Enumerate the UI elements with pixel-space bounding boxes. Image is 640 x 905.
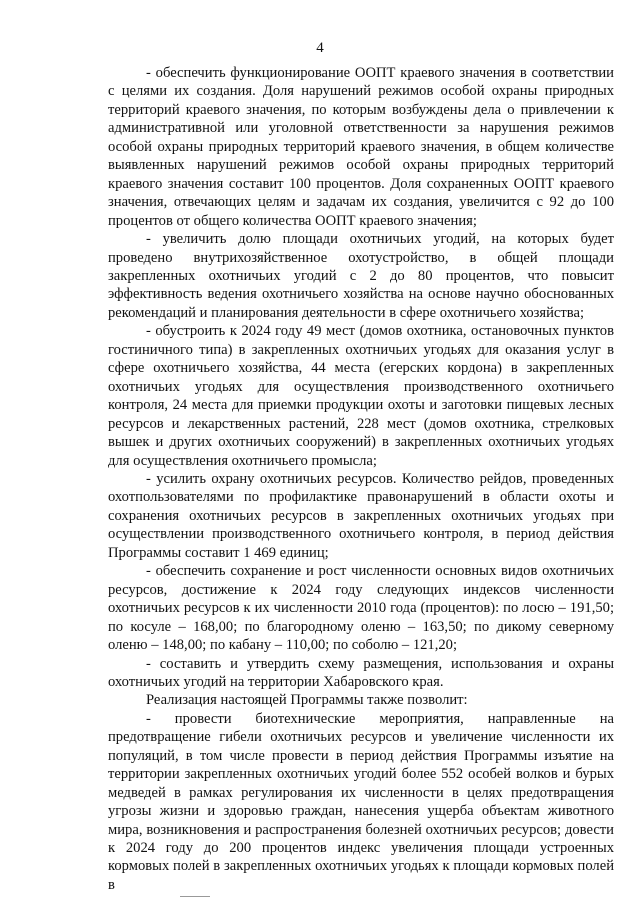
paragraph-biotechnical: - провести биотехнические мероприятия, направленные на предотвращение гибели охотничьих ресурсов и увеличение численности их популяций, в том числе провести в период действия Программы изъятие на территории закрепленных охотничьих угодий более 552 особей волков и бурых медведей в рамках регулирования их численности в целях предотвращения угрозы жизни и здоровью граждан, нанесения ущерба объектам животного мира, возникновения и распространения болезней охотничьих ресурсов; довести к 2024 году до 200 процентов индекс увеличения площади устроенных кормовых полей в закрепленных охотничьих угодьях к площади кормовых полей в [108,710,614,893]
document-body [108,64,614,894]
paragraph-scheme: - составить и утвердить схему размещения, использования и охраны охотничьих угодий на территории Хабаровского края. [108,655,614,690]
paragraph-population-indices: - обеспечить сохранение и рост численности основных видов охотничьих ресурсов, достижение к 2024 году следующих индексов численности охотничьих ресурсов к их численности 2010 года (процентов): по лосю – 191,50; по косуле – 168,00; по благородному оленю – 163,50; по дикому северному оленю – 148,00; по кабану – 110,00; по соболю – 121,20; [108,563,614,654]
paragraph-implementation-intro: Реализация настоящей Программы также позволит: [146,692,468,709]
paragraph-protection: - усилить охрану охотничьих ресурсов. Количество рейдов, проведенных охотпользователями по профилактике правонарушений в области охоты и сохранения охотничьих ресурсов в закрепленных охотничьих угодьях при осуществлении производственного охотничьего контроля, в период действия Программы составит 1 469 единиц; [108,470,614,561]
paragraph-infrastructure: - обустроить к 2024 году 49 мест (домов охотника, остановочных пунктов гостиничного типа) в закрепленных охотничьих угодьях для оказания услуг в сфере охотничьего хозяйства, 44 места (егерских кордона) в закрепленных охотничьих угодьях для осуществления производственного охотничьего контроля, 24 места для приемки продукции охоты и заготовки пищевых лесных ресурсов и лекарственных растений, 228 мест (домов охотника, стрелковых вышек и других охотничьих сооружений) в закрепленных охотничьих угодьях для осуществления охотничьего промысла; [108,323,614,469]
paragraph-hunting-area-share: - увеличить долю площади охотничьих угодий, на которых будет проведено внутрихозяйственное охотустройство, в общей площади закрепленных охотничьих угодий с 2 до 80 процентов, что повысит эффективность ведения охотничьего хозяйства на основе научно обоснованных рекомендаций и планирования деятельности в сфере охотничьего хозяйства; [108,231,614,321]
scan-mark [180,896,210,897]
page-number: 4 [316,40,324,56]
paragraph-oopt: - обеспечить функционирование ООПТ краевого значения в соответствии с целями их создания. Доля нарушений режимов особой охраны природных территорий краевого значения, по которым возбуждены дела о привлечении к административной или уголовной ответственности за нарушения режимов особой охраны природных территорий краевого значения, в общем количестве выявленных нарушений режимов особой охраны природных территорий краевого значения составит 100 процентов. Доля сохраненных ООПТ краевого значения, отвечающих целям и задачам их создания, увеличится с 92 до 100 процентов от общего количества ООПТ краевого значения; [108,65,614,229]
